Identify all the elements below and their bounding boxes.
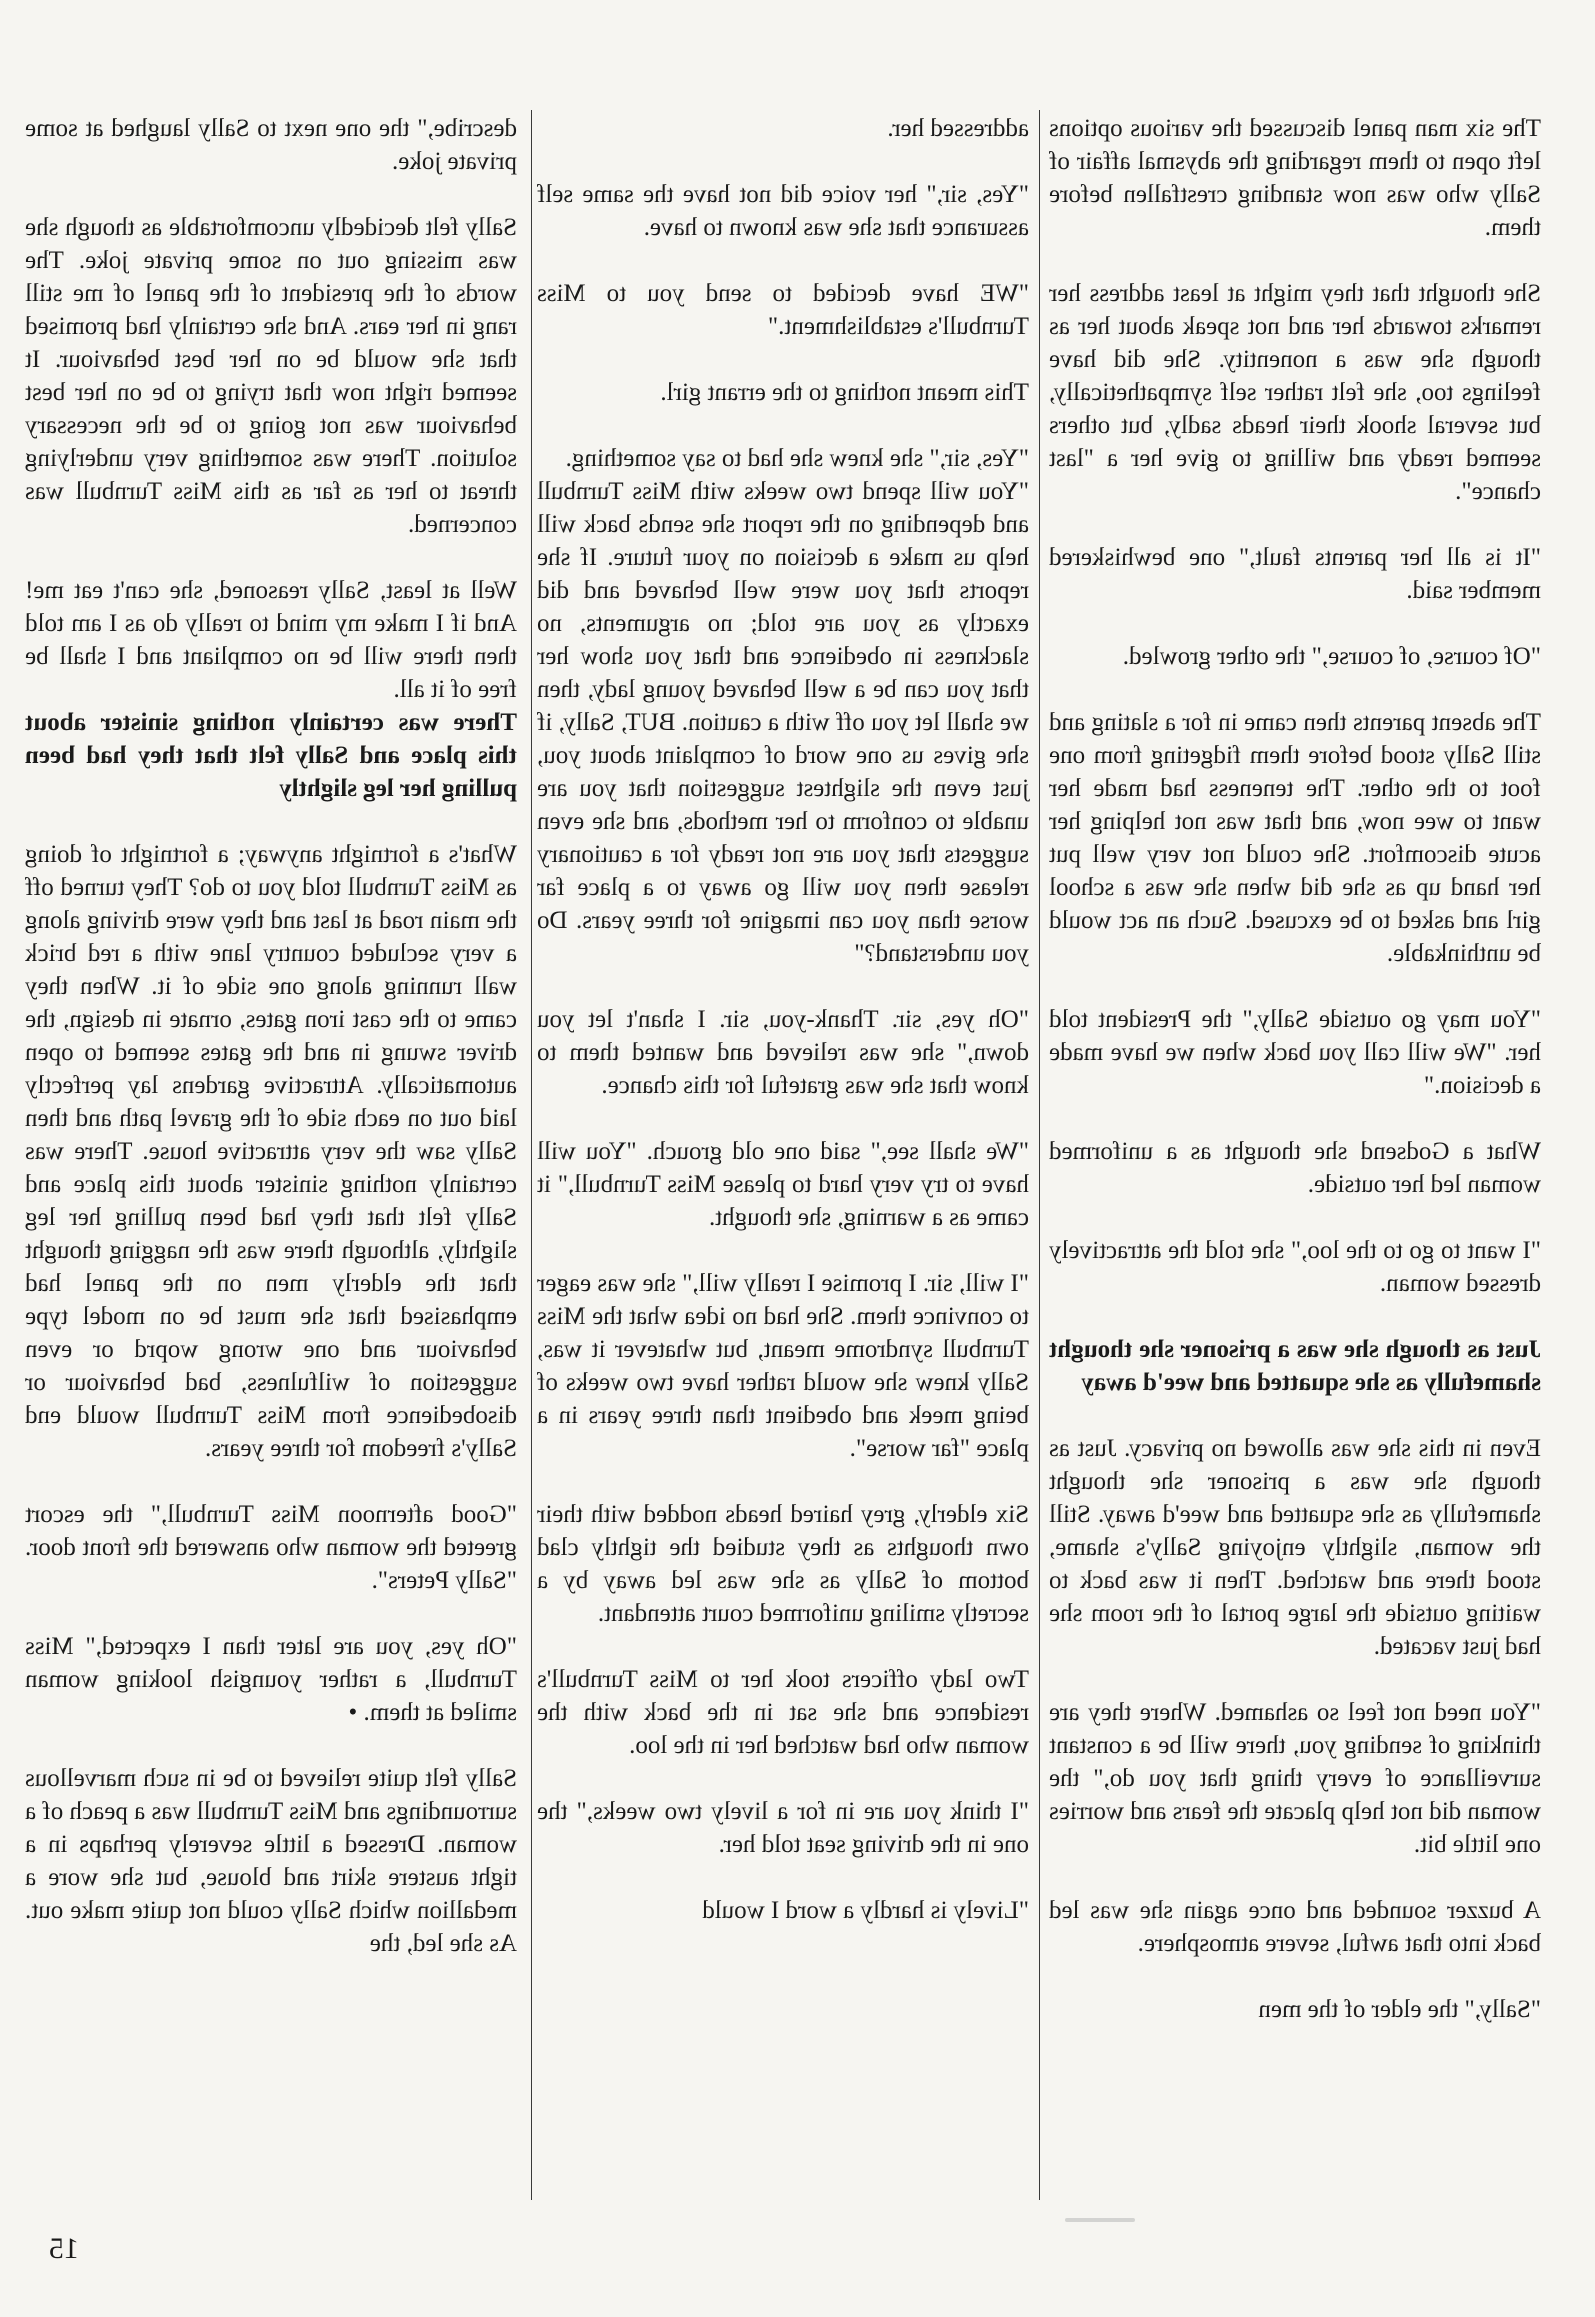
paragraph: "WE have decided to send you to Miss Turnbull's establishment." xyxy=(537,280,1029,340)
paragraph: What's a fortnight anyway; a fortnight of doing as Miss Turnbull told you to do? They turned off the main road at last and they were driving along a very secluded country lane with a red brick wall running along one side of it. When they came to the cast iron gates, ornate in design, the driver swung in and the gates seemed to open automatically. Attractive gardens lay perfectly laid out on each side of the gravel path and then Sally saw the very attractive house. There was certainly nothing sinister about this place and Sally felt that they had been pulling her leg slightly, although there was the nagging thought that the elderly men on the panel had emphasised that she must be on model type behaviour and one wrong woprd or even suggestion of wilfulness, bad behaviour or disobedience from Miss Turnbull would end Sally's freedom for three years. xyxy=(25,841,517,1462)
paragraph: This meant nothing to the errant girl. xyxy=(660,379,1029,406)
paragraph: The absent parents then came in for a slating and still Sally stood before them fidgeting from one foot to the other. The teneness had made her want to wee now, and that was not helping her acute discomfort. She could not very well put her hand up as she did when she was a school girl and asked to be excused. Such an act would be unthinkable. xyxy=(1049,709,1541,967)
paragraph: "You may go outside Sally," the President told her. "We will call you back when we have made a decision." xyxy=(1049,1006,1541,1099)
text-column-1 xyxy=(1049,112,1541,2026)
paragraph: "Yes, sir," her voice did not have the same self assurance that she was known to have. xyxy=(537,181,1029,241)
paragraph: Sally felt decidedly uncomfortable as though she was missing out on some private joke. The words of the president of the panel of me still rang in her ears. And she certainly had promised that she would be on her best behaviour. It seemed right now that trying to be on her best behaviour was not going to be the necessary solution. There was something very underlying threat to her as far as this Miss Turnbull was concerned. xyxy=(25,214,517,538)
column-rule xyxy=(1039,110,1040,2200)
paragraph: "Sally," the elder of the men xyxy=(1258,1996,1541,2023)
scan-smudge xyxy=(1065,2218,1135,2222)
paragraph: Sally felt quite relieved to be in such marvellous surroundings and Miss Turnbull was a peach of a woman. Dressed a little severely perhaps in a tight austere skirt and blouse, but she wore a medallion which Sally could not quite make out. As she led, the xyxy=(25,1765,517,1957)
paragraph: "I want to go to the loo," she told the attractively dressed woman. xyxy=(1049,1237,1541,1297)
paragraph: "Oh yes, sir. Thank-you, sir. I shan't let you down," she was relieved and wanted them to know that she was grateful for this chance. xyxy=(537,1006,1029,1099)
paragraph: "It is all her parents fault," one bewhiskered member said. xyxy=(1049,544,1541,604)
paragraph: Six elderly, grey haired heads nodded with their own thoughts as they studied the tightly clad bottom of Sally as she was led away by a secretly smiling uniformed court attendant. xyxy=(537,1501,1029,1627)
paragraph: "You need not feel so ashamed. Where they are thinking of sending you, there will be a constant surveillance of every thing that you do," the woman did not help placate the fears and worries one little bit. xyxy=(1049,1699,1541,1858)
paragraph: addressed her. xyxy=(887,115,1029,142)
paragraph: "Lively is hardly a word I would xyxy=(702,1897,1029,1924)
paragraph: "Oh yes, you are later than I expected," Miss Turnbull, a rather youngish looking woman smiled at them. • xyxy=(25,1633,517,1726)
paragraph: "I will, sir. I promise I really will," she was eager to convince them. She had no idea what the Miss Turnbull syndrome meant, but whatever it was, Sally knew she would rather have two weeks of being meek and obedient than three years in a place "far worse". xyxy=(537,1270,1029,1462)
paragraph: "You will spend two weeks with Miss Turnbull and depending on the report she sends back will help us make a decision on your future. If she reports that you were well behaved and did exactly as you are told; no arguments, no slackness in obedience and that you show her that you can be a well behaved young lady, then we shall let you off with a caution. BUT, Sally, if she gives us one word of complaint about you, just even the slightest suggestion that you are unable to conform to her methods, and she even suggests that you are not ready for a cautionary release then you will go away to a place far worse than you can imagine for three years. Do you understand?" xyxy=(537,478,1029,967)
paragraph: Even in this she was allowed no privacy. Just as though she was a prisoner she thought shamefully as she squatted and wee'd away. Still the woman, slightly enjoying Sally's shame, stood there and watched. Then it was back to waiting outside the large portal of the room she had just vacated. xyxy=(1049,1435,1541,1660)
paragraph: The six man panel discussed the various options left open to them regarding the abysmal affair of Sally who was now standing crestfallen before them. xyxy=(1049,115,1541,241)
paragraph: "Good afternoon Miss Turnbull," the escort greeted the woman who answered the front door. "Sally Peters". xyxy=(25,1501,517,1594)
paragraph: describe," the one next to Sally laughed at some private joke. xyxy=(25,115,517,175)
pull-quote: There was certainly nothing sinister about this place and Sally felt that they had been pulling her leg slightly xyxy=(25,709,517,802)
page-number: 15 xyxy=(49,2232,79,2265)
text-column-3 xyxy=(25,112,517,1960)
paragraph: She thought that they might at least address her remarks towards her and not speak about her as though she was a nonentity. She did have feelings too, she felt rather self sympathetically, but several shook their heads sadly, but others seemed ready and willing to give her a "last chance". xyxy=(1049,280,1541,505)
paragraph: "Yes, sir," she knew she had to say something. xyxy=(565,445,1029,472)
column-rule xyxy=(531,110,532,2200)
paragraph: Two lady officers took her to Miss Turnbull's residence and she sat in the back with the woman who had watched her in the loo. xyxy=(537,1666,1029,1759)
text-column-2 xyxy=(537,112,1029,1927)
paragraph: "I think you are in for a lively two weeks," the one in the driving seat told her. xyxy=(537,1798,1029,1858)
paragraph: "Of course, of course," the other growled. xyxy=(1122,643,1541,670)
paragraph: Well at least, Sally reasoned, she can't eat me! And if I make my mind to really do as I am told then there will be no compliant and I shall be free of it all. xyxy=(25,577,517,703)
pull-quote: Just as though she was a prisoner she thought shamefully as she squatted and wee'd away xyxy=(1049,1336,1541,1396)
paragraph: What a Godsend she thought as a uniformed woman led her outside. xyxy=(1049,1138,1541,1198)
paragraph: A buzzer sounded and once again she was led back into that awful, severe atmosphere. xyxy=(1049,1897,1541,1957)
paragraph: "We shall see," said one old grouch. "You will have to try very hard to please Miss Turnbull," it came as a warning, she thought. xyxy=(537,1138,1029,1231)
